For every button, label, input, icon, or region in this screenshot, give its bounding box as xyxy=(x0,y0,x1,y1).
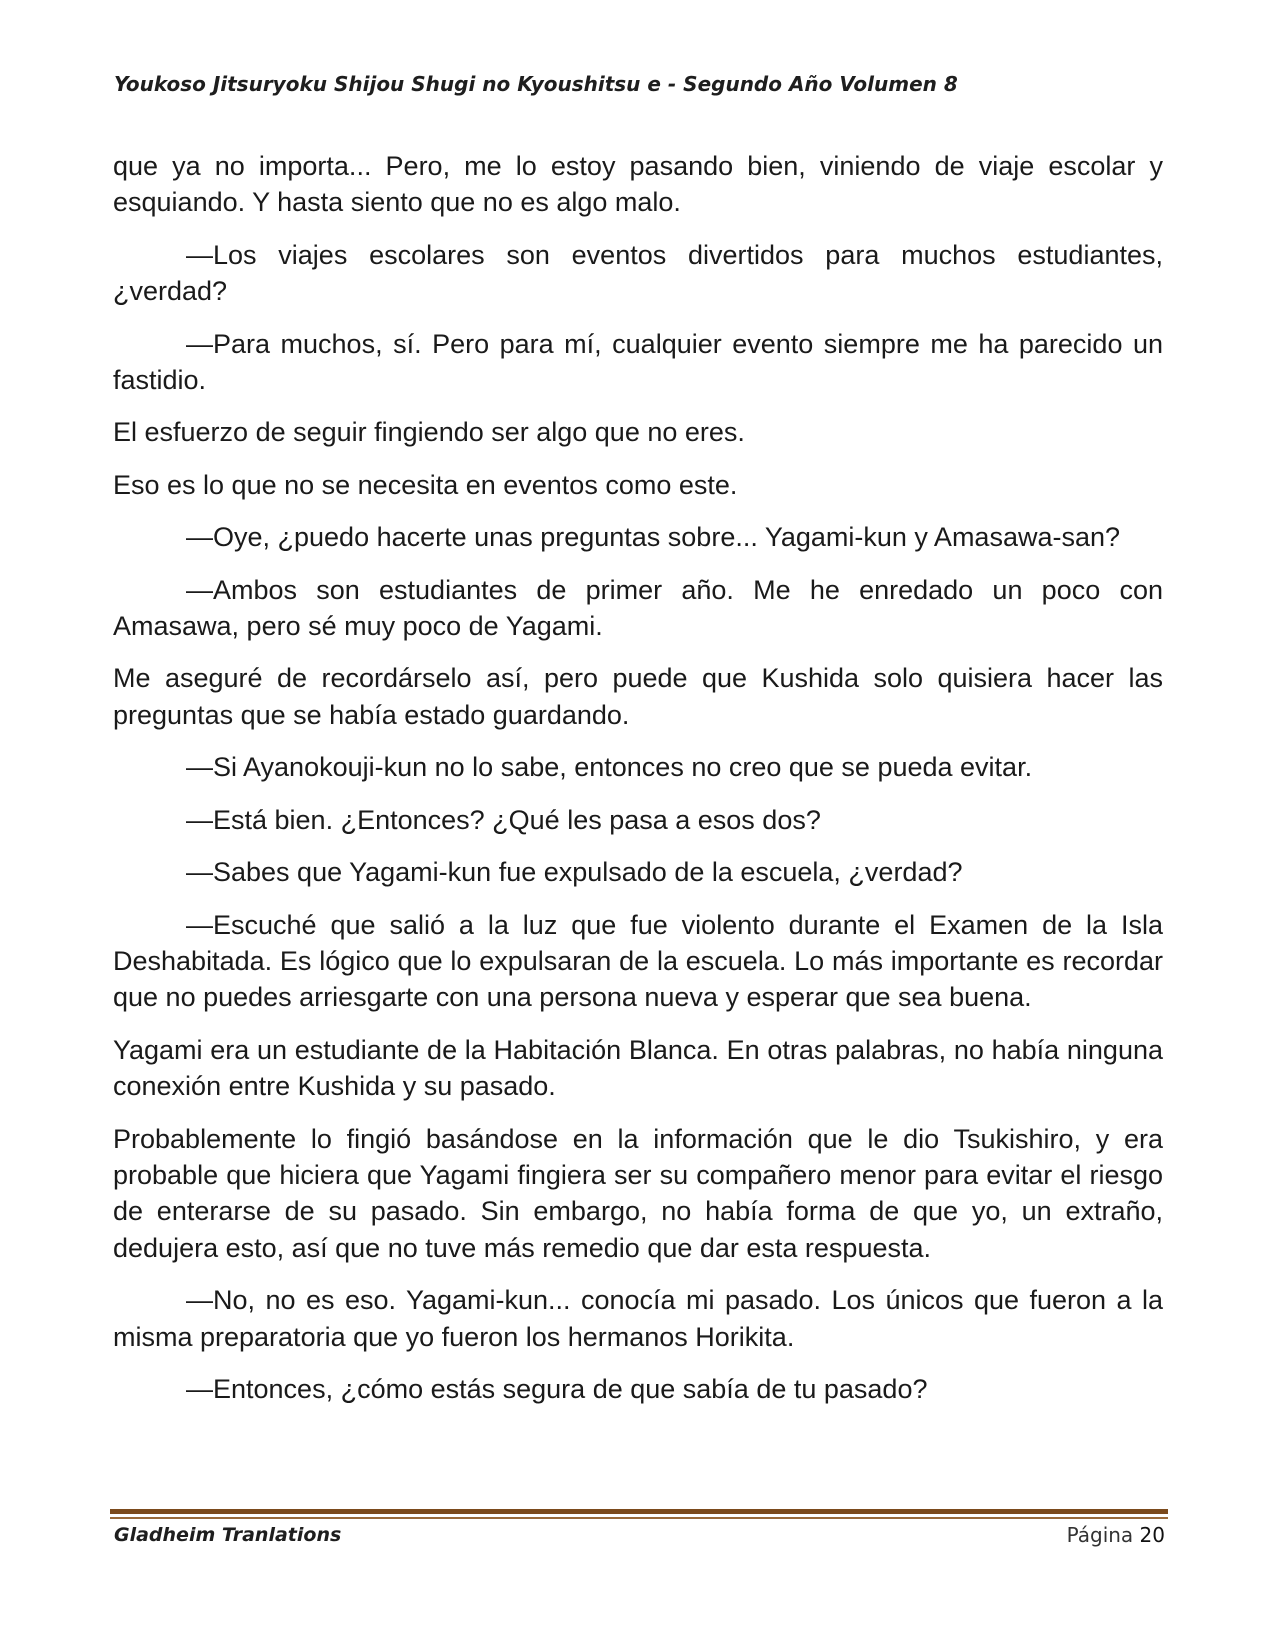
footer-divider-thin xyxy=(110,1517,1168,1519)
paragraph: Me aseguré de recordárselo así, pero puede que Kushida solo quisiera hacer las preguntas que se había estado guardando. xyxy=(113,663,1163,730)
body-text xyxy=(113,148,1163,1423)
running-header-title: Youkoso Jitsuryoku Shijou Shugi no Kyoushitsu e - Segundo Año Volumen 8 xyxy=(114,72,958,96)
paragraph: —Ambos son estudiantes de primer año. Me he enredado un poco con Amasawa, pero sé muy poco de Yagami. xyxy=(113,574,1163,642)
paragraph: Eso es lo que no se necesita en eventos como este. xyxy=(113,469,738,500)
paragraph: —Sabes que Yagami-kun fue expulsado de la escuela, ¿verdad? xyxy=(186,857,963,888)
footer-publisher: Gladheim Tranlations xyxy=(114,1524,342,1546)
paragraph: —Si Ayanokouji-kun no lo sabe, entonces no creo que se pueda evitar. xyxy=(186,752,1033,783)
page-number-value: 20 xyxy=(1139,1523,1165,1547)
paragraph: —Está bien. ¿Entonces? ¿Qué les pasa a esos dos? xyxy=(186,804,821,835)
paragraph: —Entonces, ¿cómo estás segura de que sabía de tu pasado? xyxy=(186,1373,928,1404)
paragraph: —Para muchos, sí. Pero para mí, cualquier evento siempre me ha parecido un fastidio. xyxy=(113,328,1163,396)
paragraph: —Los viajes escolares son eventos divertidos para muchos estudiantes, ¿verdad? xyxy=(113,239,1163,307)
paragraph: —Oye, ¿puedo hacerte unas preguntas sobre... Yagami-kun y Amasawa-san? xyxy=(186,522,1121,553)
paragraph: Probablemente lo fingió basándose en la información que le dio Tsukishiro, y era probable que hiciera que Yagami fingiera ser su compañero menor para evitar el riesgo de enterarse de su pasado. Sin embargo, no había forma de que yo, un extraño, dedujera esto, así que no tuve más remedio que dar esta respuesta. xyxy=(113,1123,1163,1263)
page-label: Página xyxy=(1066,1523,1134,1547)
paragraph: El esfuerzo de seguir fingiendo ser algo que no eres. xyxy=(113,417,745,448)
paragraph: que ya no importa... Pero, me lo estoy pasando bien, viniendo de viaje escolar y esquiando. Y hasta siento que no es algo malo. xyxy=(113,151,1163,218)
paragraph: Yagami era un estudiante de la Habitación Blanca. En otras palabras, no había ninguna conexión entre Kushida y su pasado. xyxy=(113,1034,1163,1102)
paragraph: —Escuché que salió a la luz que fue violento durante el Examen de la Isla Deshabitada. Es lógico que lo expulsaran de la escuela. Lo más importante es recordar que no puedes arriesgarte con una persona nueva y esperar que sea buena. xyxy=(113,909,1163,1013)
page-number xyxy=(1067,1523,1165,1547)
paragraph: —No, no es eso. Yagami-kun... conocía mi pasado. Los únicos que fueron a la misma preparatoria que yo fueron los hermanos Horikita. xyxy=(113,1285,1163,1352)
footer-divider-thick xyxy=(110,1509,1168,1514)
